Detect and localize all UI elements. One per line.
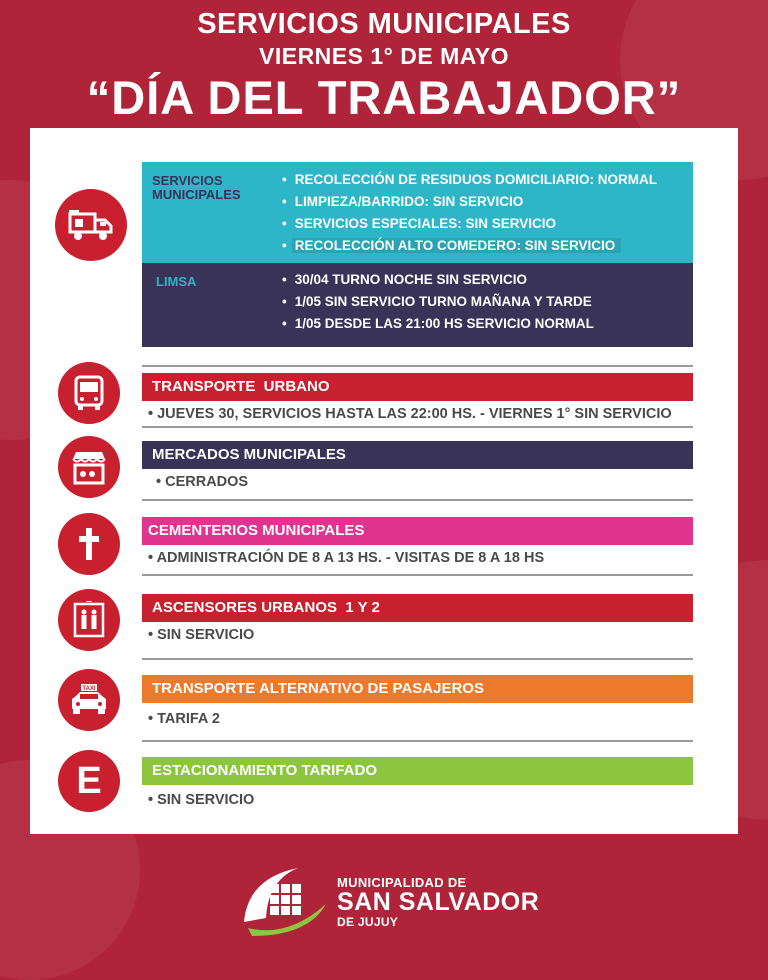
municipal-services-label: SERVICIOS MUNICIPALES	[152, 173, 241, 202]
taxi-icon	[58, 669, 120, 731]
list-item: • 1/05 DESDE LAS 21:00 HS SERVICIO NORMAL	[282, 313, 594, 335]
header-date: VIERNES 1° DE MAYO	[259, 43, 509, 69]
footer-line1: MUNICIPALIDAD DE	[337, 875, 467, 890]
list-item: • 1/05 SIN SERVICIO TURNO MAÑANA Y TARDE	[282, 291, 594, 313]
garbage-truck-icon	[55, 189, 127, 261]
divider	[142, 658, 693, 660]
market-stall-icon	[58, 436, 120, 498]
list-item	[282, 235, 657, 257]
limsa-block	[142, 263, 693, 347]
section-title-transporte-urbano: TRANSPORTE URBANO	[142, 373, 693, 401]
footer-line2: SAN SALVADOR	[337, 888, 540, 916]
section-detail-estacionamiento: • SIN SERVICIO	[148, 792, 255, 808]
divider	[142, 365, 693, 367]
header-title: SERVICIOS MUNICIPALES	[197, 8, 571, 40]
footer-line3: DE JUJUY	[337, 915, 399, 929]
header-headline: “DÍA DEL TRABAJADOR”	[86, 71, 682, 124]
parking-letter: E	[76, 760, 102, 802]
municipal-services-block	[142, 162, 693, 263]
list-item: • RECOLECCIÓN DE RESIDUOS DOMICILIARIO: NORMAL	[282, 169, 657, 191]
section-title-estacionamiento: ESTACIONAMIENTO TARIFADO	[142, 757, 693, 785]
divider	[142, 740, 693, 742]
section-detail-cementerios: • ADMINISTRACIÓN DE 8 A 13 HS. - VISITAS DE 8 A 18 HS	[148, 550, 545, 566]
elevator-icon	[58, 589, 120, 651]
list-item: • SERVICIOS ESPECIALES: SIN SERVICIO	[282, 213, 657, 235]
limsa-list	[282, 269, 594, 335]
section-detail-transporte-alternativo: • TARIFA 2	[148, 711, 220, 727]
list-item: • 30/04 TURNO NOCHE SIN SERVICIO	[282, 269, 594, 291]
section-title-ascensores: ASCENSORES URBANOS 1 Y 2	[142, 594, 693, 622]
divider	[142, 499, 693, 501]
bus-icon	[58, 362, 120, 424]
taxi-sign-text: TAXI	[82, 686, 96, 692]
section-detail-mercados: • CERRADOS	[156, 474, 249, 490]
divider	[142, 426, 693, 428]
limsa-label: LIMSA	[156, 274, 197, 289]
list-item: • LIMPIEZA/BARRIDO: SIN SERVICIO	[282, 191, 657, 213]
divider	[142, 574, 693, 576]
section-detail-ascensores: • SIN SERVICIO	[148, 627, 255, 643]
section-detail-transporte-urbano: • JUEVES 30, SERVICIOS HASTA LAS 22:00 HS. - VIERNES 1° SIN SERVICIO	[148, 406, 672, 422]
services-card	[30, 128, 738, 834]
cross-icon	[58, 513, 120, 575]
municipality-logo	[238, 858, 330, 938]
parking-e-icon	[58, 750, 120, 812]
section-title-mercados: MERCADOS MUNICIPALES	[142, 441, 693, 469]
section-title-cementerios: CEMENTERIOS MUNICIPALES	[142, 517, 693, 545]
municipal-services-list	[282, 169, 657, 257]
section-title-transporte-alternativo: TRANSPORTE ALTERNATIVO DE PASAJEROS	[142, 675, 693, 703]
highlighted-item: RECOLECCIÓN ALTO COMEDERO: SIN SERVICIO	[292, 238, 622, 253]
